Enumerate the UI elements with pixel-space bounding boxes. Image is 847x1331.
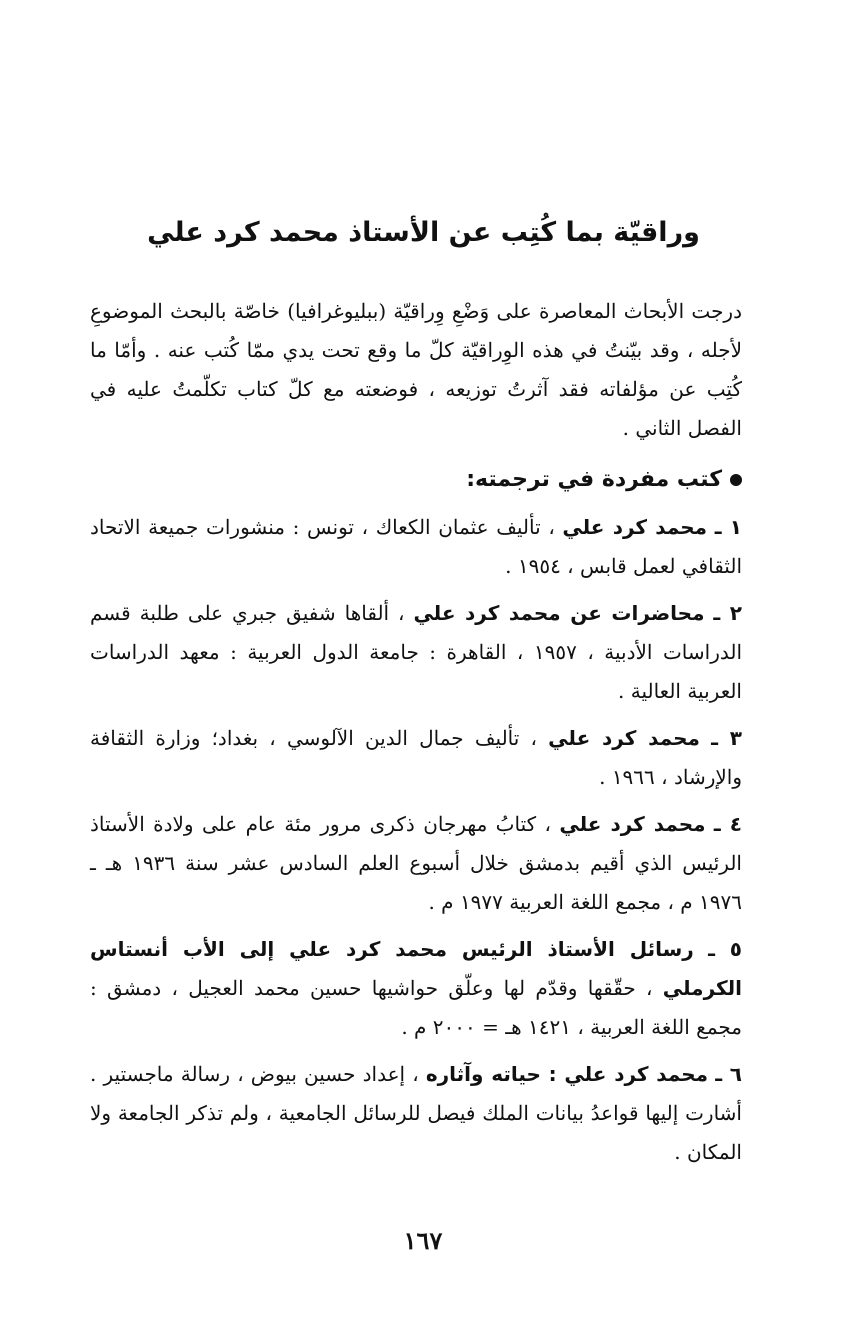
entry-number: ١ ـ xyxy=(714,515,742,539)
section-heading-text: كتب مفردة في ترجمته: xyxy=(466,467,722,492)
bibliography-entry xyxy=(90,594,742,711)
entry-title: محمد كرد علي xyxy=(559,812,706,836)
entry-text: ، تأليف جمال الدين الآلوسي ، بغداد؛ وزارة الثقافة والإرشاد ، ١٩٦٦ . xyxy=(90,726,742,789)
entry-title: محاضرات عن محمد كرد علي xyxy=(413,601,705,625)
entry-text: ، إعداد حسين بيوض ، رسالة ماجستير . أشارت إليها قواعدُ بيانات الملك فيصل للرسائل الجامعية ، ولم تذكر الجامعة ولا المكان . xyxy=(90,1062,742,1164)
page-title: وراقيّة بما كُتِب عن الأستاذ محمد كرد علي xyxy=(147,217,700,248)
entry-number: ٤ ـ xyxy=(713,812,742,836)
entry-text: ، ألقاها شفيق جبري على طلبة قسم الدراسات الأدبية ، ١٩٥٧ ، القاهرة : جامعة الدول العربية : معهد الدراسات العربية العالية . xyxy=(90,601,743,703)
section-heading xyxy=(90,460,742,500)
bibliography-entry xyxy=(90,1055,742,1172)
entry-title: محمد كرد علي : حياته وآثاره xyxy=(425,1062,709,1086)
bibliography-entry xyxy=(90,719,742,797)
entry-text: ، حقّقها وقدّم لها وعلّق حواشيها حسين محمد العجيل ، دمشق : مجمع اللغة العربية ، ١٤٢١ هـ = ٢٠٠٠ م . xyxy=(90,976,742,1039)
bibliography-entry xyxy=(90,930,742,1047)
page-content xyxy=(90,292,742,1180)
entry-title: محمد كرد علي xyxy=(562,515,708,539)
intro-paragraph: درجت الأبحاث المعاصرة على وَضْعِ وِراقيّة (ببليوغرافيا) خاصّة بالبحث الموضوعِ لأجله ، وقد بيّنتُ في هذه الوِراقيّة كلّ ما وقع تحت يدي ممّا كُتب عنه . وأمّا ما كُتِب عن مؤلفاته فقد آثرتُ توزيعه ، فوضعته مع كلّ كتاب تكلّمتُ عليه في الفصل الثاني . xyxy=(90,299,742,440)
entry-number: ٥ ـ xyxy=(708,937,742,961)
entry-text: ، كتابُ مهرجان ذكرى مرور مئة عام على ولادة الأستاذ الرئيس الذي أقيم بدمشق خلال أسبوع العلم السادس عشر سنة ١٩٣٦ هـ ـ ١٩٧٦ م ، مجمع اللغة العربية ١٩٧٧ م . xyxy=(90,812,742,914)
bibliography-entry xyxy=(90,805,742,922)
bibliography-entry xyxy=(90,508,742,586)
entry-number: ٦ ـ xyxy=(715,1062,742,1086)
entry-number: ٢ ـ xyxy=(713,601,742,625)
entry-text: ، تأليف عثمان الكعاك ، تونس : منشورات جميعة الاتحاد الثقافي لعمل قابس ، ١٩٥٤ . xyxy=(90,515,742,578)
entry-title: محمد كرد علي xyxy=(548,726,700,750)
page-number: ١٦٧ xyxy=(403,1226,443,1255)
entry-number: ٣ ـ xyxy=(711,726,742,750)
bullet-icon xyxy=(730,474,742,486)
entry-title: رسائل الأستاذ الرئيس محمد كرد علي إلى الأب أنستاس الكرملي xyxy=(90,937,742,1000)
